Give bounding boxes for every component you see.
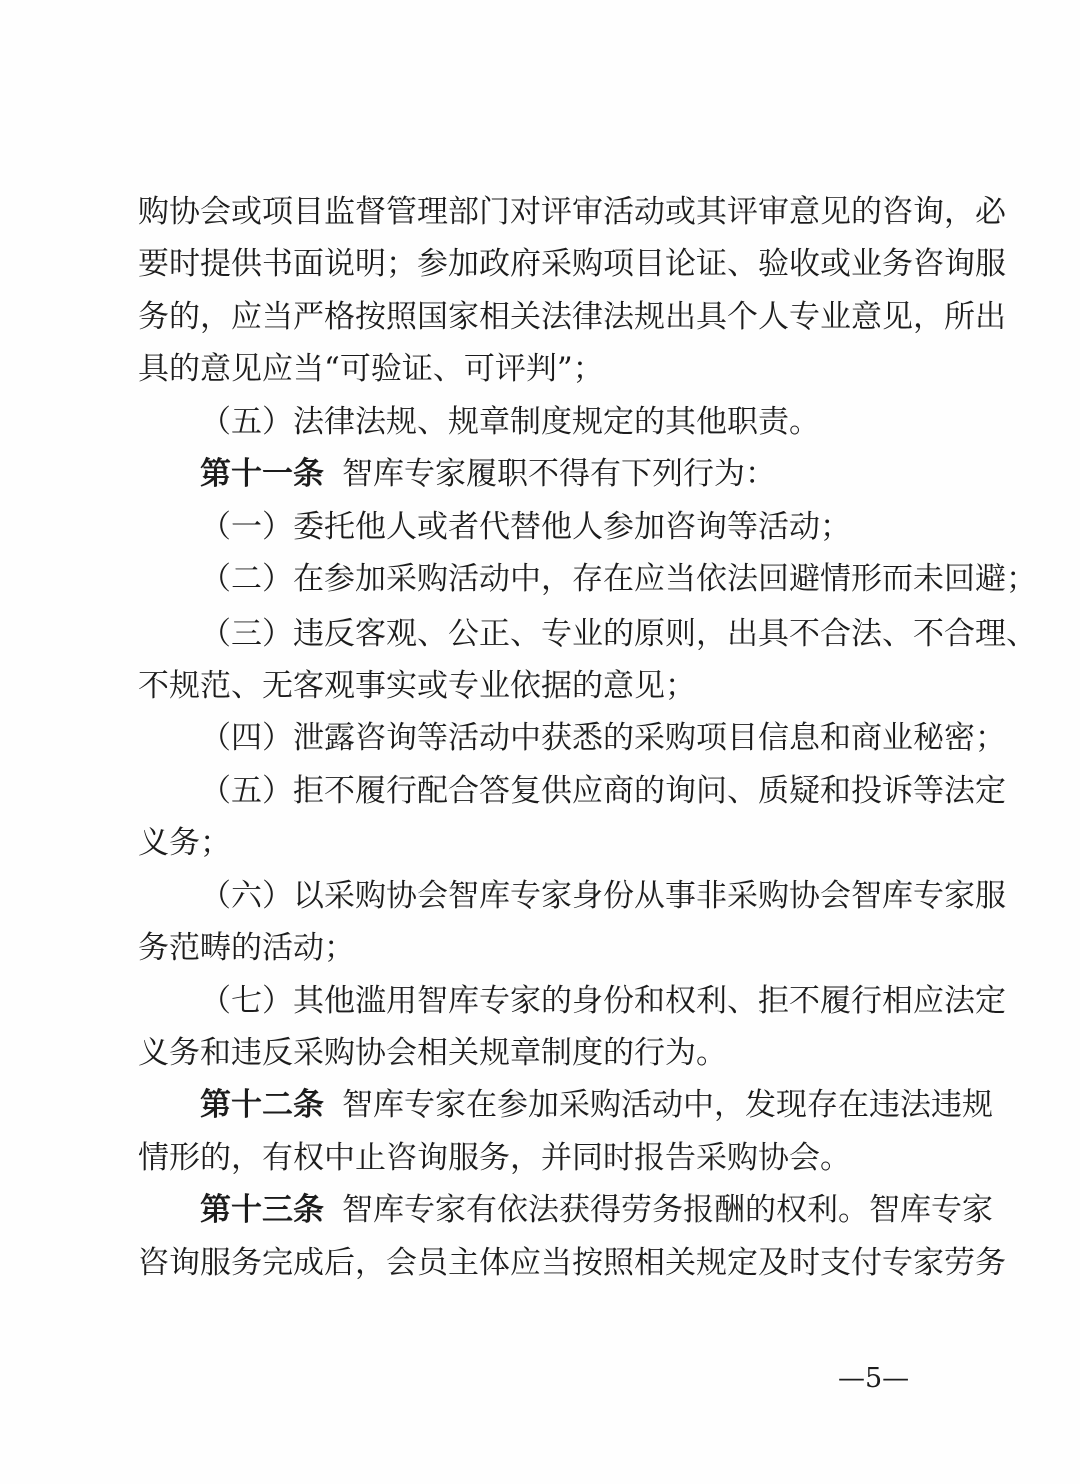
list-item: （七）其他滥用智库专家的身份和权利、拒不履行相应法定 [200,983,1006,1019]
list-item: （二）在参加采购活动中，存在应当依法回避情形而未回避； [200,561,1037,597]
article-number: 第十一条 [200,456,324,492]
list-item: （一）委托他人或者代替他人参加咨询等活动； [200,509,851,545]
page-number: —5— [838,1363,910,1394]
article-number: 第十三条 [200,1192,324,1228]
list-item: （五）拒不履行配合答复供应商的询问、质疑和投诉等法定 [200,773,1006,809]
list-item: （四）泄露咨询等活动中获悉的采购项目信息和商业秘密； [200,720,1006,756]
list-item: （六）以采购协会智库专家身份从事非采购协会智库专家服 [200,878,1006,914]
paragraph-line: 务范畴的活动； [138,930,355,966]
paragraph-line: 义务和违反采购协会相关规章制度的行为。 [138,1035,727,1071]
paragraph-line: 要时提供书面说明；参加政府采购项目论证、验收或业务咨询服 [138,246,1006,282]
article-text: 智库专家在参加采购活动中，发现存在违法违规 [342,1087,993,1123]
paragraph-line: 务的，应当严格按照国家相关法律法规出具个人专业意见，所出 [138,299,1006,335]
article-number: 第十二条 [200,1087,324,1123]
paragraph-line: 义务； [138,825,231,861]
article-text: 智库专家有依法获得劳务报酬的权利。智库专家 [342,1192,993,1228]
list-item: （五）法律法规、规章制度规定的其他职责。 [200,404,820,440]
article-heading [200,1190,993,1230]
article-heading [200,454,918,494]
paragraph-line: 不规范、无客观事实或专业依据的意见； [138,668,696,704]
list-item: （三）违反客观、公正、专业的原则，出具不合法、不合理、 [200,616,1037,652]
article-text: 智库专家履职不得有下列行为： [342,456,776,492]
paragraph-line: 具的意见应当“可验证、可评判”； [138,351,604,387]
paragraph-line: 购协会或项目监督管理部门对评审活动或其评审意见的咨询，必 [138,194,1006,230]
paragraph-line: 咨询服务完成后，会员主体应当按照相关规定及时支付专家劳务 [138,1245,1006,1281]
paragraph-line: 情形的，有权中止咨询服务，并同时报告采购协会。 [138,1140,851,1176]
article-heading [200,1085,993,1125]
